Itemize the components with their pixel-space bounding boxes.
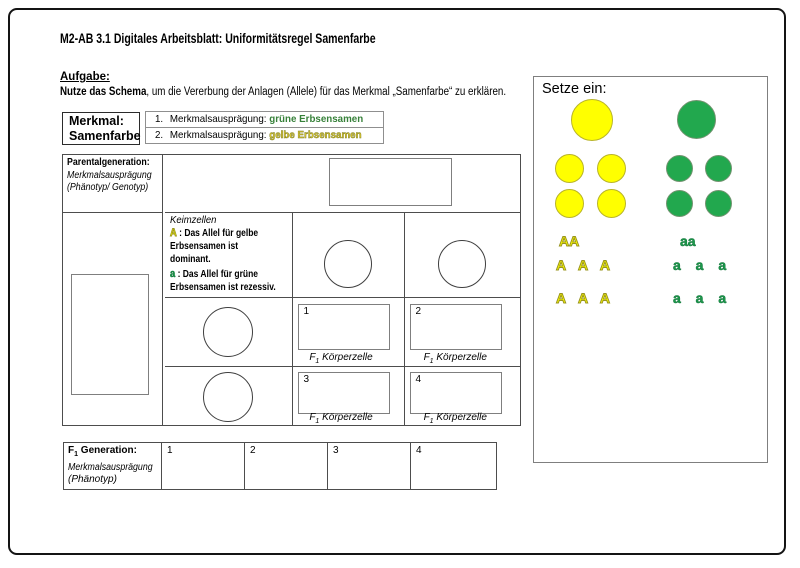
- cell-number-4: 4: [415, 374, 422, 385]
- alleles-a-row-2[interactable]: a a a: [673, 290, 727, 306]
- parental-header-cell: [63, 155, 162, 213]
- koerperzelle-label-3: $F_1$ Körperzelle: [309, 412, 373, 425]
- f1-title: $F_1$ Generation:: [68, 445, 137, 458]
- alleles-A-row-1[interactable]: A A A: [556, 257, 611, 273]
- gamete-cell-row1: [165, 298, 293, 366]
- yellow-seed-small-2[interactable]: [597, 154, 626, 183]
- parental-sub1: Merkmalsausprägung: [67, 169, 152, 181]
- cell-number-2: 2: [415, 306, 422, 317]
- koerperzelle-cell-3: [293, 367, 405, 426]
- gamete-cell-right: [405, 213, 521, 297]
- parental-row: [165, 155, 521, 213]
- green-seed-small-3[interactable]: [666, 190, 693, 217]
- allele-a-symbol: a: [169, 268, 175, 280]
- f1-header-cell: [64, 443, 161, 489]
- green-seed-small-1[interactable]: [666, 155, 693, 182]
- koerperzelle-label-2: $F_1$ Körperzelle: [423, 352, 487, 365]
- task-sentence: [60, 86, 506, 98]
- f1-drop-cell-2[interactable]: 2: [244, 443, 327, 489]
- koerperzelle-drop-4[interactable]: [410, 372, 502, 414]
- palette-panel: [533, 76, 768, 463]
- schema-right-region: [165, 155, 521, 425]
- cell-number-3: 3: [303, 374, 310, 385]
- keimzellen-row: [165, 213, 521, 298]
- allele-A-symbol: A: [169, 227, 177, 239]
- f1-sub1: Merkmalsausprägung: [68, 461, 153, 473]
- genotype-aa[interactable]: aa: [680, 233, 696, 249]
- task-sentence-bold: Nutze das Schema: [60, 86, 147, 98]
- yellow-seed-small-4[interactable]: [597, 189, 626, 218]
- page-title: M2-AB 3.1 Digitales Arbeitsblatt: Uniformitätsregel Samenfarbe: [60, 31, 376, 46]
- allele-recessive-note: a : Das Allel für grüne Erbsensamen ist rezessiv.: [169, 268, 276, 293]
- body-row-2: [165, 367, 521, 426]
- parental-sub2: (Phänotyp/ Genotyp): [67, 182, 149, 193]
- item-1-label: Merkmalsausprägung:: [169, 113, 267, 126]
- gamete-cell-left: [293, 213, 405, 297]
- gamete-cell-row2: [165, 367, 293, 426]
- item-2-number: 2.: [155, 129, 164, 142]
- body-row-1: [165, 298, 521, 367]
- yellow-seed-large[interactable]: [571, 99, 613, 141]
- green-seed-large[interactable]: [677, 100, 716, 139]
- f1-generation-table: [63, 442, 497, 490]
- allele-dominant-note: A : Das Allel für gelbe Erbsensamen ist dominant.: [169, 227, 258, 265]
- koerperzelle-drop-2[interactable]: [410, 304, 502, 350]
- left-drop-rect[interactable]: [71, 274, 149, 395]
- item-1-value-green-seeds: grüne Erbsensamen: [269, 113, 364, 126]
- yellow-seed-small-3[interactable]: [555, 189, 584, 218]
- keimzellen-info-cell: [165, 213, 293, 297]
- merkmal-item-2: [146, 128, 383, 144]
- merkmal-item-1: [146, 112, 383, 128]
- f1-drop-cell-1[interactable]: 1: [161, 443, 244, 489]
- f1-sub2: (Phänotyp): [68, 474, 117, 485]
- gamete-circle-2[interactable]: [438, 240, 486, 288]
- merkmal-box: [62, 112, 140, 145]
- palette-title: Setze ein:: [542, 81, 607, 97]
- green-seed-small-4[interactable]: [705, 190, 732, 217]
- cell-number-1: 1: [303, 306, 310, 317]
- koerperzelle-label-4: $F_1$ Körperzelle: [423, 412, 487, 425]
- f1-drop-cell-3[interactable]: 3: [327, 443, 410, 489]
- genotype-AA[interactable]: AA: [559, 233, 580, 249]
- parental-drop-rect[interactable]: [329, 158, 452, 206]
- koerperzelle-label-1: $F_1$ Körperzelle: [309, 352, 373, 365]
- keimzellen-label: Keimzellen: [169, 215, 216, 226]
- gamete-circle-3[interactable]: [203, 307, 253, 357]
- item-2-value-yellow-seeds: gelbe Erbsensamen: [269, 129, 362, 142]
- schema-table: [62, 154, 521, 426]
- merkmal-items-box: [145, 111, 384, 144]
- item-2-label: Merkmalsausprägung:: [169, 129, 267, 142]
- koerperzelle-cell-1: [293, 298, 405, 366]
- gamete-circle-4[interactable]: [203, 372, 253, 422]
- koerperzelle-cell-4: [405, 367, 521, 426]
- koerperzelle-drop-1[interactable]: [298, 304, 390, 350]
- task-label: Aufgabe:: [60, 71, 110, 83]
- parental-title: Parentalgeneration:: [67, 157, 150, 168]
- koerperzelle-cell-2: [405, 298, 521, 366]
- f1-drop-cell-4[interactable]: 4: [410, 443, 496, 489]
- green-seed-small-2[interactable]: [705, 155, 732, 182]
- alleles-A-row-2[interactable]: A A A: [556, 290, 611, 306]
- alleles-a-row-1[interactable]: a a a: [673, 257, 727, 273]
- task-sentence-rest: , um die Vererbung der Anlagen (Allele) für das Merkmal „Samenfarbe“ zu erklären.: [146, 86, 507, 98]
- merkmal-line2: Samenfarbe: [69, 129, 141, 143]
- gamete-circle-1[interactable]: [324, 240, 372, 288]
- merkmal-line1: Merkmal:: [69, 114, 124, 128]
- schema-left-column: [63, 155, 163, 425]
- koerperzelle-drop-3[interactable]: [298, 372, 390, 414]
- yellow-seed-small-1[interactable]: [555, 154, 584, 183]
- item-1-number: 1.: [155, 113, 164, 126]
